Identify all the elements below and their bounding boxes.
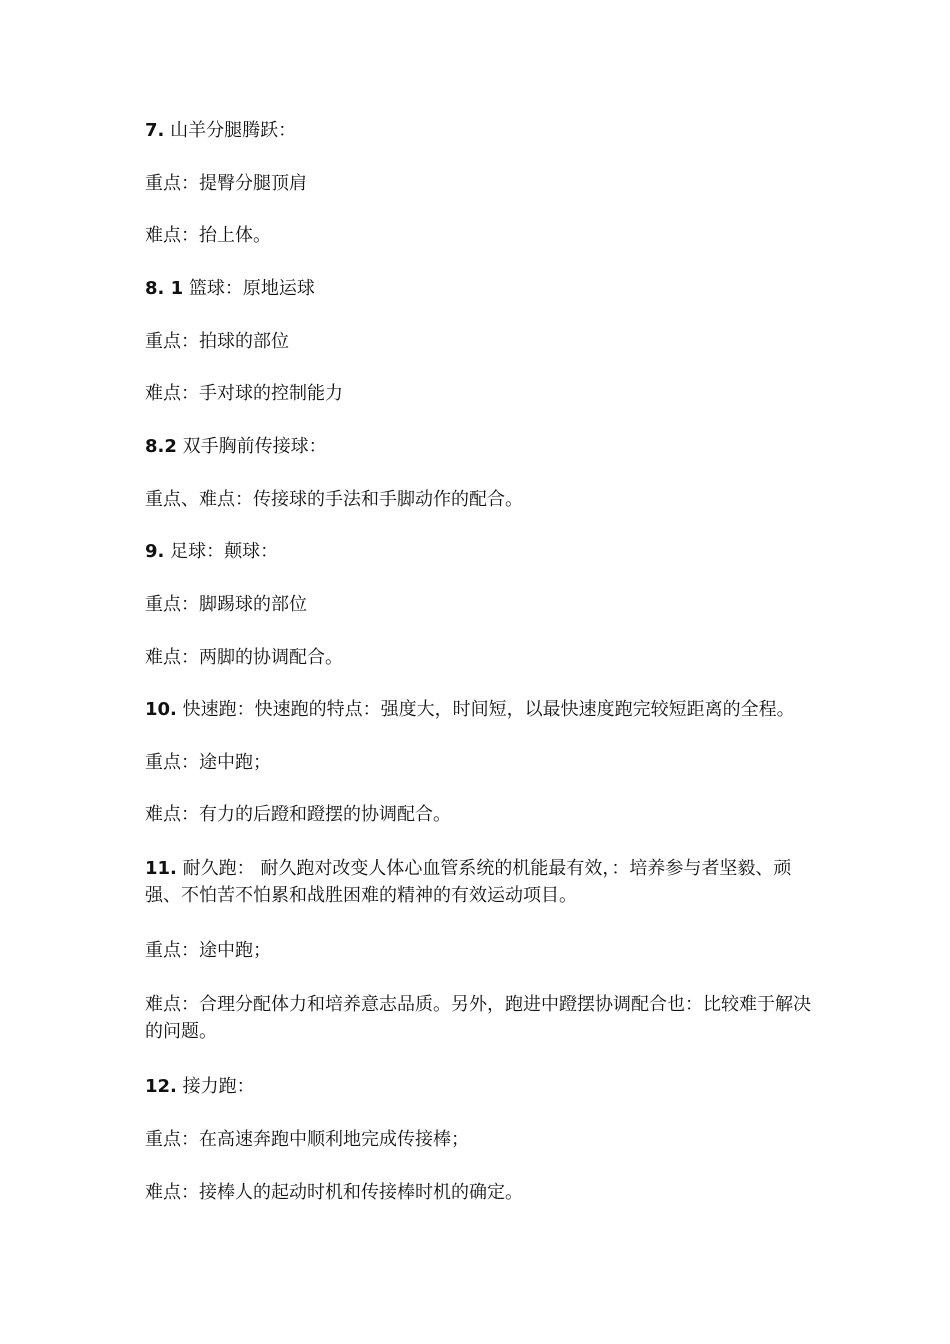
section-title: 山羊分腿腾跃：	[170, 120, 297, 141]
key-point-line: 重点：拍球的部位	[145, 331, 289, 352]
difficulty-line: 难点：接棒人的起动时机和传接棒时机的确定。	[145, 1182, 523, 1203]
difficulty-line: 难点：有力的后蹬和蹬摆的协调配合。	[145, 804, 451, 825]
section-heading	[145, 434, 825, 460]
section-number: 8.2	[145, 436, 177, 457]
section-heading	[145, 276, 825, 302]
key-point-line: 重点：在高速奔跑中顺利地完成传接棒；	[145, 1129, 469, 1150]
difficulty-line: 难点：合理分配体力和培养意志品质。另外，跑进中蹬摆协调配合也：比较难于解决的问题。	[145, 994, 811, 1042]
section-title: 篮球：原地运球	[188, 278, 315, 299]
section-heading	[145, 855, 825, 909]
section-number: 11.	[145, 858, 177, 879]
key-point-line: 重点：脚踢球的部位	[145, 594, 307, 615]
key-point-line: 重点：提臀分腿顶肩	[145, 173, 307, 194]
key-difficulty-line: 重点、难点：传接球的手法和手脚动作的配合。	[145, 489, 523, 510]
section-title: 接力跑：	[182, 1076, 255, 1097]
section-title: 足球：颠球：	[170, 541, 279, 562]
section-number: 7.	[145, 120, 165, 141]
section-number: 10.	[145, 699, 177, 720]
difficulty-line: 难点：两脚的协调配合。	[145, 647, 343, 668]
section-number: 8. 1	[145, 278, 184, 299]
difficulty-line: 难点：手对球的控制能力	[145, 383, 343, 404]
section-heading	[145, 697, 825, 723]
section-heading	[145, 118, 825, 144]
section-title: 快速跑：快速跑的特点：强度大，时间短，以最快速度跑完较短距离的全程。	[182, 699, 795, 720]
section-title: 双手胸前传接球：	[182, 436, 327, 457]
section-number: 9.	[145, 541, 165, 562]
section-title: 耐久跑： 耐久跑对改变人体心血管系统的机能最有效，：培养参与者坚毅、顽强、不怕苦不怕累和战胜困难的精神的有效运动项目。	[145, 858, 792, 906]
difficulty-line: 难点：抬上体。	[145, 225, 271, 246]
key-point-line: 重点：途中跑；	[145, 940, 271, 961]
section-number: 12.	[145, 1076, 177, 1097]
section-heading	[145, 1074, 825, 1100]
section-heading	[145, 539, 825, 565]
key-point-line: 重点：途中跑；	[145, 752, 271, 773]
